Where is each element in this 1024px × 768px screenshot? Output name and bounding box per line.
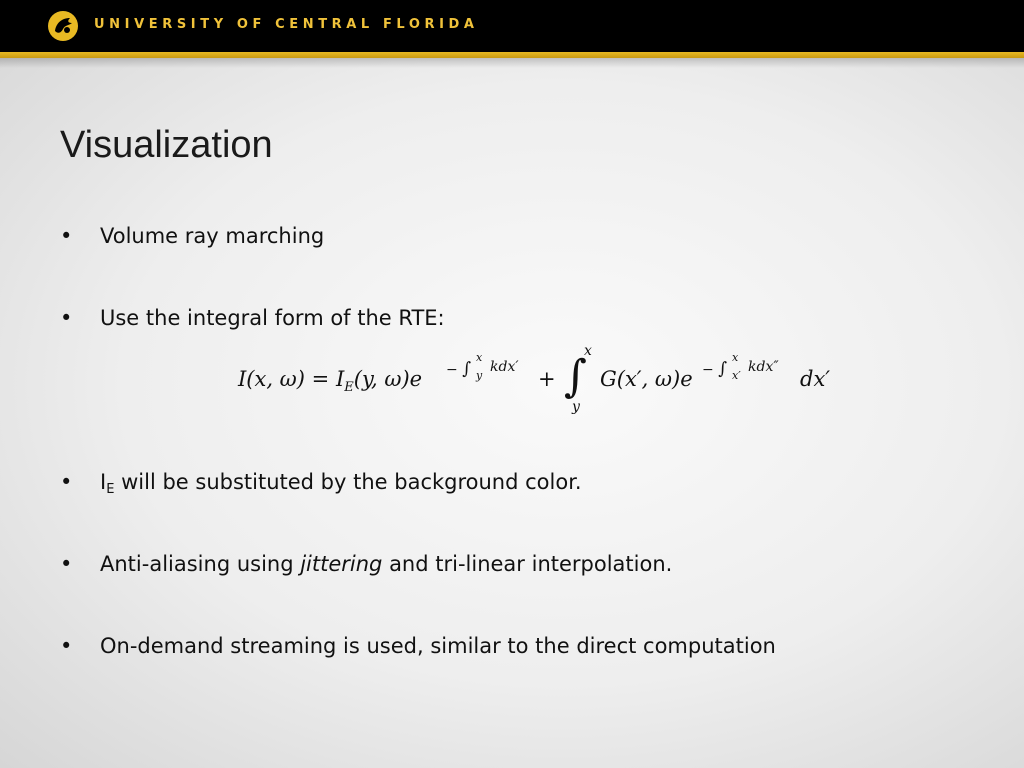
bullet-text — [100, 468, 582, 504]
exp2-lower-limit: x′ — [732, 369, 741, 382]
slide-title: Visualization — [60, 124, 273, 166]
exp1-body: kdx′ — [490, 359, 519, 375]
university-header-bar — [0, 0, 1024, 52]
bullet-text: Use the integral form of the RTE: — [100, 306, 445, 330]
university-name: UNIVERSITY OF CENTRAL FLORIDA — [94, 17, 479, 32]
equation-lhs-subscript: E — [344, 380, 354, 396]
bullet-symbol-i: I — [100, 470, 107, 494]
integral-upper-limit: x — [584, 343, 592, 359]
bullet-text-rest: will be substituted by the background color. — [114, 470, 582, 494]
equation-exponent-2 — [702, 359, 727, 379]
equation-integral: ∫ — [564, 351, 587, 402]
exp1-integral: ∫ — [462, 359, 472, 379]
equation-plus: + — [538, 367, 556, 391]
equation-integrand: G(x′, ω)e — [600, 367, 693, 391]
equation-lhs-rest: (y, ω)e — [353, 367, 423, 391]
exp1-upper-limit: x — [476, 351, 483, 364]
bullet-text-emphasis: jittering — [300, 552, 383, 576]
pegasus-logo-icon — [46, 9, 80, 43]
bullet-dot: • — [60, 634, 73, 658]
equation-lhs: I(x, ω) = I — [238, 367, 345, 391]
bullet-dot: • — [60, 552, 73, 576]
exp1-sign: − — [446, 362, 458, 378]
bullet-symbol-subscript: E — [106, 482, 115, 497]
integral-lower-limit: y — [572, 399, 580, 415]
bullet-text — [100, 550, 672, 578]
equation-tail: dx′ — [800, 367, 831, 391]
exp2-integral: ∫ — [718, 359, 728, 379]
bullet-dot: • — [60, 306, 73, 330]
bullet-text-pre: Anti-aliasing using — [100, 552, 301, 576]
exp2-body: kdx″ — [748, 359, 779, 375]
rte-integral-equation — [238, 345, 858, 420]
exp2-upper-limit: x — [732, 351, 739, 364]
exp1-lower-limit: y — [476, 369, 483, 382]
bullet-text-post: and tri-linear interpolation. — [382, 552, 673, 576]
bullet-dot: • — [60, 470, 73, 494]
bullet-text: On-demand streaming is used, similar to the direct computation — [100, 634, 776, 658]
equation-exponent-1 — [446, 359, 471, 379]
exp2-sign: − — [702, 362, 714, 378]
bullet-dot: • — [60, 224, 73, 248]
bullet-text: Volume ray marching — [100, 224, 325, 248]
header-shadow — [0, 58, 1024, 68]
